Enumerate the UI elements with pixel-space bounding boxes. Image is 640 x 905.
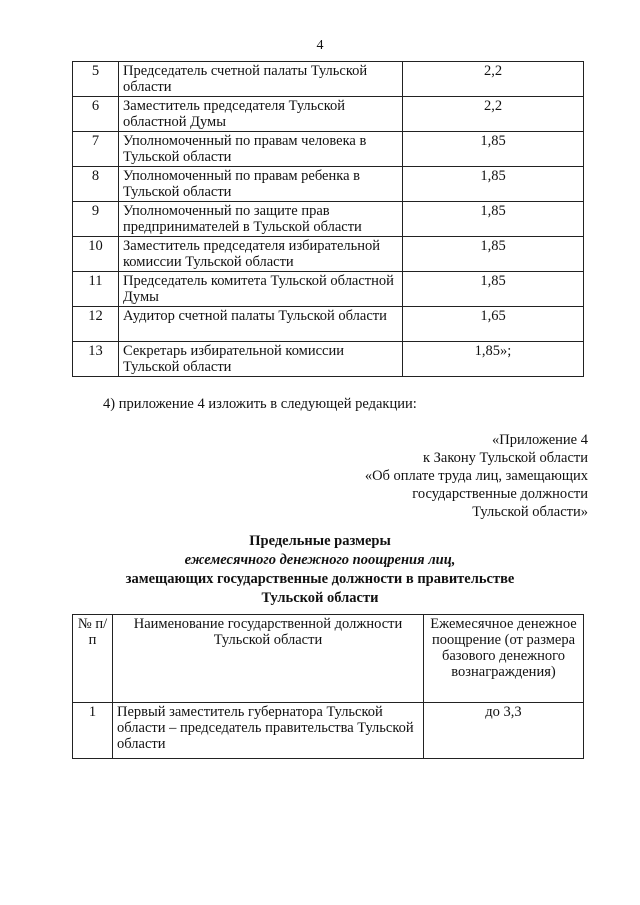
row-number: 9 xyxy=(73,202,119,237)
header-number: № п/п xyxy=(73,615,113,703)
table-row xyxy=(73,703,584,759)
title-line: Предельные размеры xyxy=(249,533,391,549)
appendix-header xyxy=(365,431,588,521)
page-number: 4 xyxy=(316,38,324,53)
position-name: Председатель комитета Тульской областной Думы xyxy=(119,272,403,307)
row-number: 10 xyxy=(73,237,119,272)
document-title xyxy=(0,532,640,608)
table-row xyxy=(73,307,584,342)
row-number: 5 xyxy=(73,62,119,97)
positions-table-body xyxy=(73,62,584,377)
row-number: 12 xyxy=(73,307,119,342)
appendix-line: к Закону Тульской области xyxy=(422,450,588,466)
row-number: 6 xyxy=(73,97,119,132)
appendix-line: государственные должности xyxy=(412,486,588,502)
appendix-line: «Приложение 4 xyxy=(492,432,588,448)
bonus-value: до 3,3 xyxy=(424,703,584,759)
row-number: 13 xyxy=(73,342,119,377)
header-bonus: Ежемесячное денежное поощрение (от размера базового денежного вознаграждения) xyxy=(424,615,584,703)
coefficient-value: 1,65 xyxy=(403,307,584,342)
table-row xyxy=(73,237,584,272)
position-name: Председатель счетной палаты Тульской области xyxy=(119,62,403,97)
position-name: Уполномоченный по защите прав предпринимателей в Тульской области xyxy=(119,202,403,237)
title-line: Тульской области xyxy=(261,590,379,606)
title-line: замещающих государственные должности в правительстве xyxy=(125,571,515,587)
coefficient-value: 1,85 xyxy=(403,167,584,202)
table-row xyxy=(73,342,584,377)
position-name: Секретарь избирательной комиссии Тульской области xyxy=(119,342,403,377)
table-row xyxy=(73,202,584,237)
table-row xyxy=(73,272,584,307)
position-name: Первый заместитель губернатора Тульской области – председатель правительства Тульской области xyxy=(113,703,424,759)
bonus-table xyxy=(72,614,584,759)
row-number: 8 xyxy=(73,167,119,202)
row-number: 11 xyxy=(73,272,119,307)
coefficient-value: 1,85 xyxy=(403,202,584,237)
position-name: Аудитор счетной палаты Тульской области xyxy=(119,307,403,342)
coefficient-value: 2,2 xyxy=(403,62,584,97)
position-name: Заместитель председателя Тульской областной Думы xyxy=(119,97,403,132)
row-number: 1 xyxy=(73,703,113,759)
appendix-line: «Об оплате труда лиц, замещающих xyxy=(364,468,588,484)
appendix-line: Тульской области» xyxy=(472,504,588,520)
position-name: Уполномоченный по правам человека в Тульской области xyxy=(119,132,403,167)
coefficient-value: 2,2 xyxy=(403,97,584,132)
row-number: 7 xyxy=(73,132,119,167)
position-name: Уполномоченный по правам ребенка в Тульской области xyxy=(119,167,403,202)
table-row xyxy=(73,62,584,97)
table-header-row xyxy=(73,615,584,703)
positions-table xyxy=(72,61,584,377)
bonus-table-body xyxy=(73,615,584,759)
amendment-item-4: 4) приложение 4 изложить в следующей редакции: xyxy=(103,396,417,412)
position-name: Заместитель председателя избирательной комиссии Тульской области xyxy=(119,237,403,272)
coefficient-value: 1,85»; xyxy=(403,342,584,377)
table-row xyxy=(73,97,584,132)
title-line: ежемесячного денежного поощрения лиц, xyxy=(184,552,456,568)
table-row xyxy=(73,132,584,167)
coefficient-value: 1,85 xyxy=(403,237,584,272)
table-row xyxy=(73,167,584,202)
coefficient-value: 1,85 xyxy=(403,132,584,167)
coefficient-value: 1,85 xyxy=(403,272,584,307)
header-position: Наименование государственной должности Тульской области xyxy=(113,615,424,703)
